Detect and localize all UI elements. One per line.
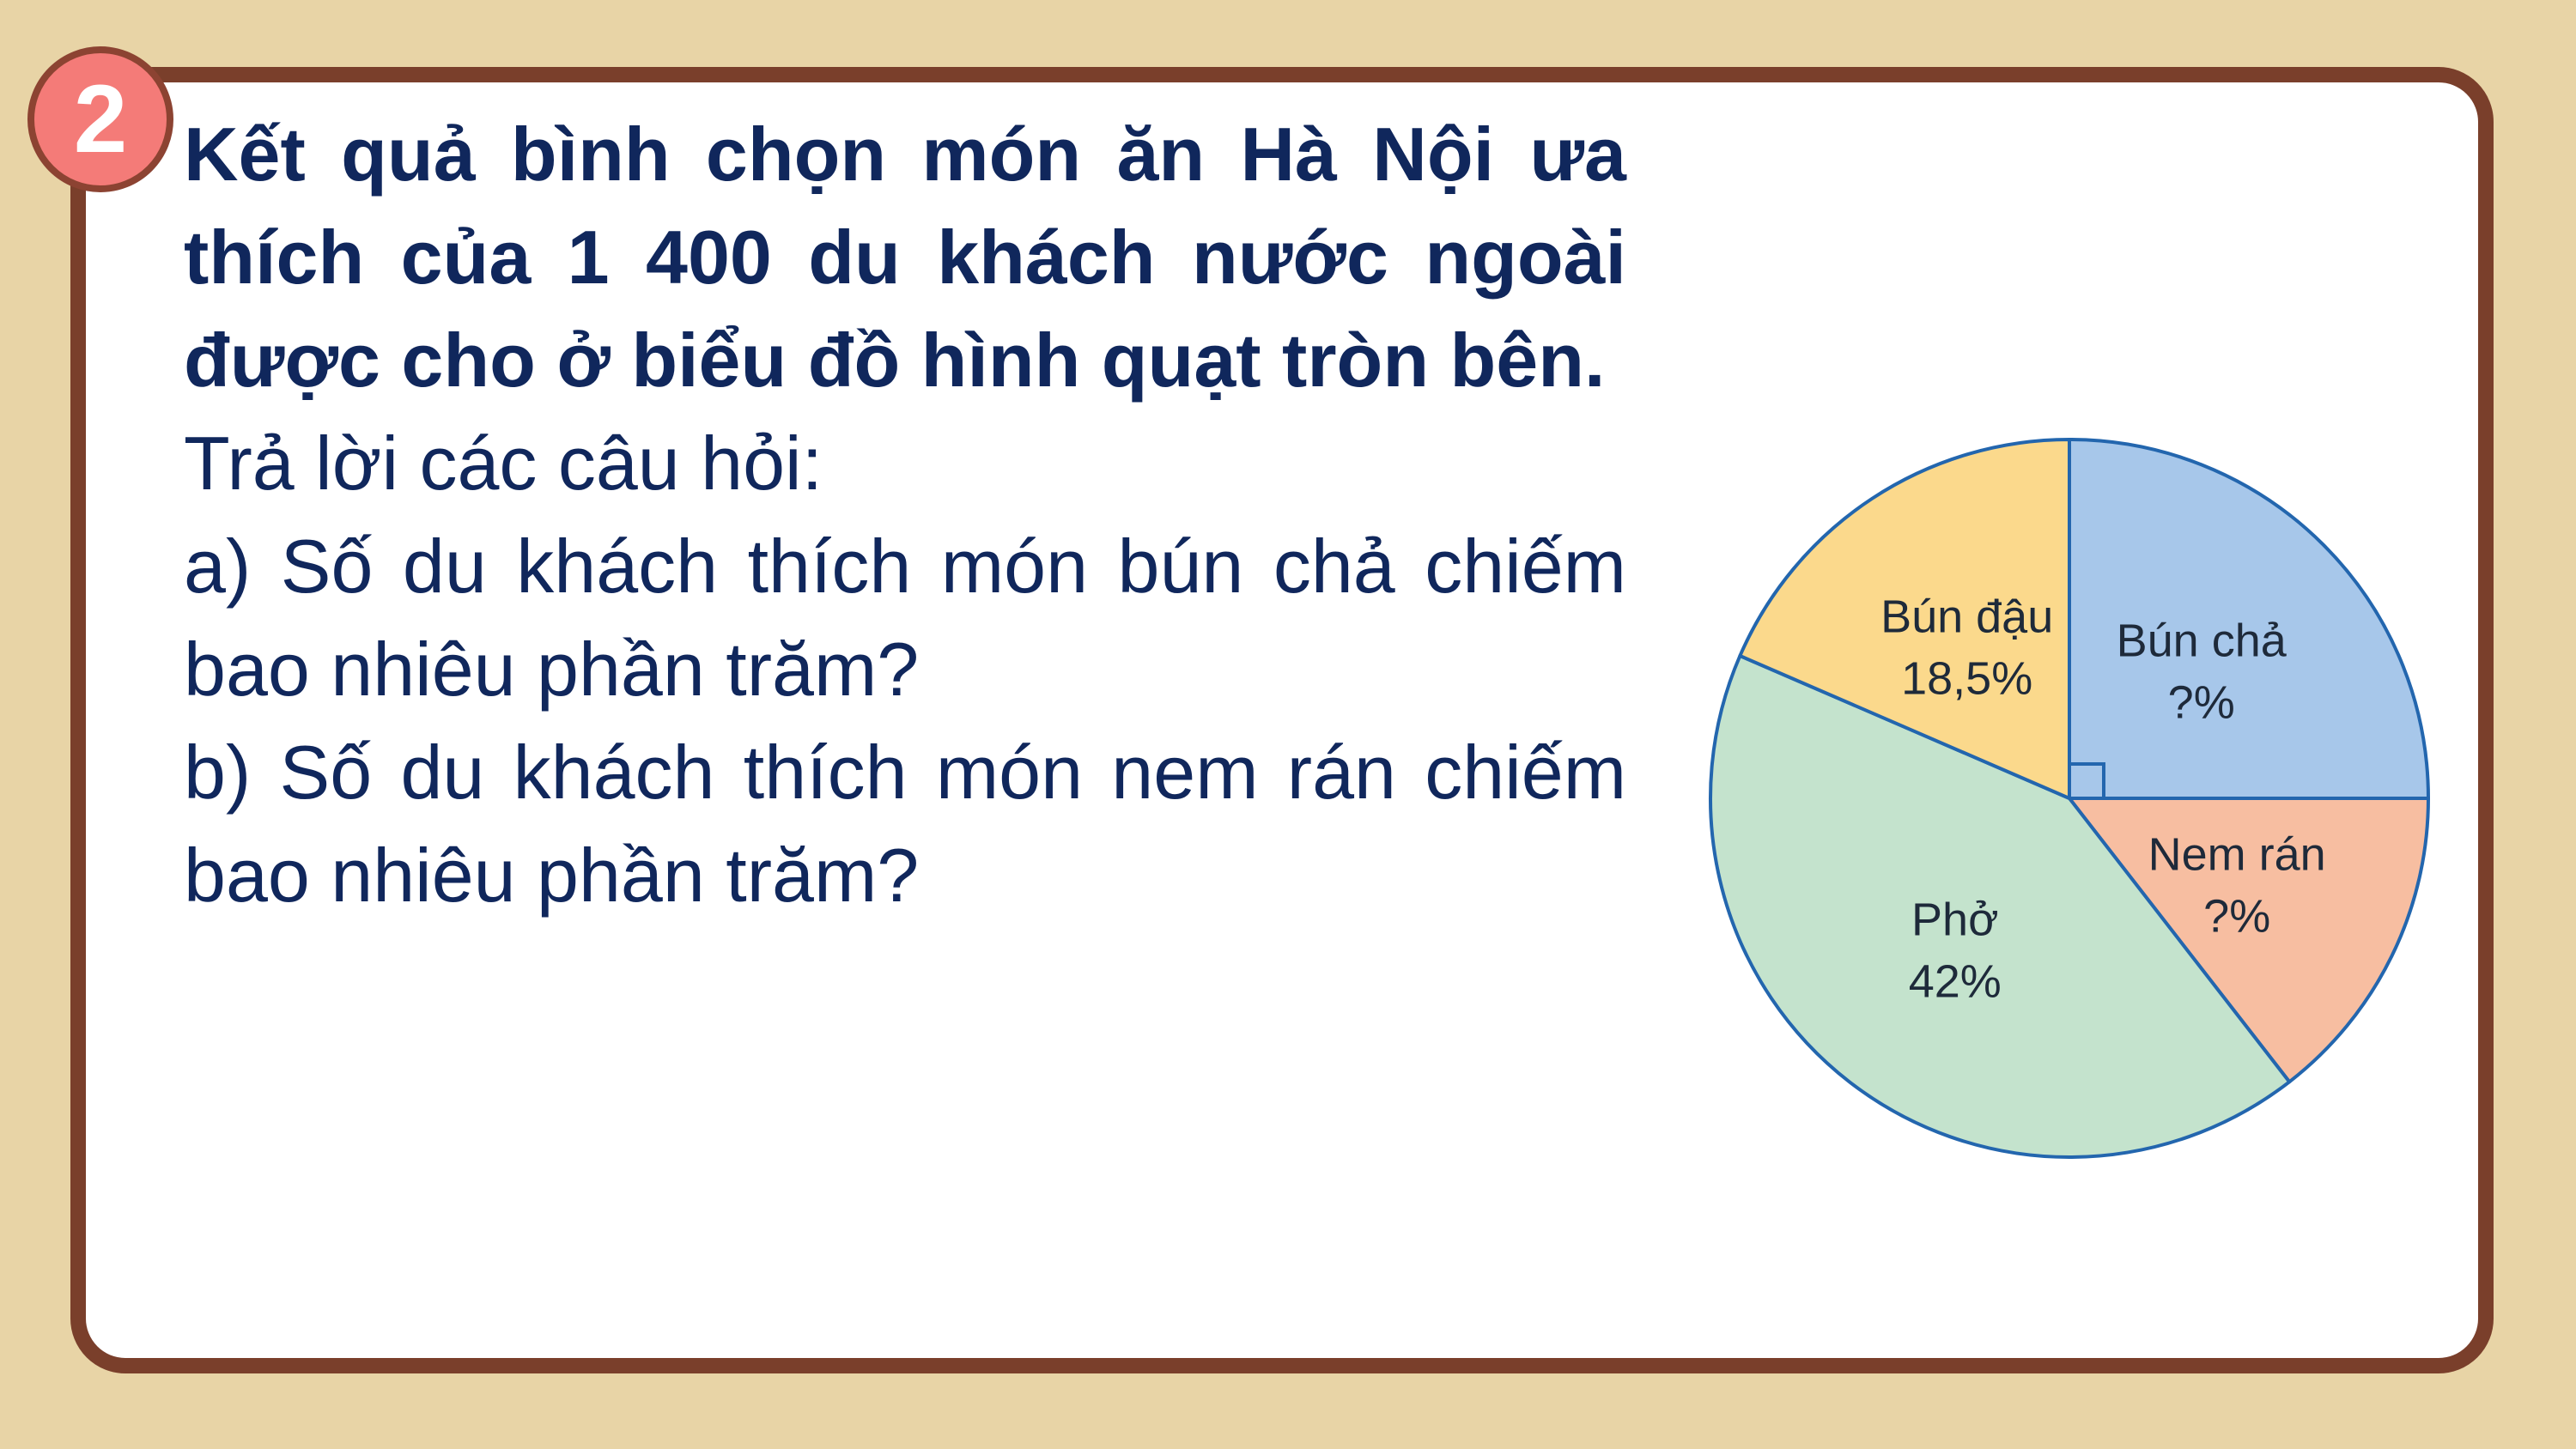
pie-label-value-2: 42%: [1908, 955, 2002, 1008]
pie-label-value-3: 18,5%: [1901, 652, 2033, 705]
pie-label-name-3: Bún đậu: [1880, 591, 2054, 643]
pie-label-value-1: ?%: [2203, 890, 2271, 943]
pie-label-name-2: Phở: [1911, 894, 1999, 946]
problem-instruction: Trả lời các câu hỏi:: [184, 421, 823, 506]
problem-text: [184, 103, 1626, 927]
question-number-badge: [27, 46, 173, 192]
problem-title: Kết quả bình chọn món ăn Hà Nội ưa thích của 1 400 du khách nước ngoài được cho ở biểu đồ hình quạt tròn bên.: [184, 112, 1626, 403]
pie-chart: [1683, 412, 2456, 1185]
pie-label-value-0: ?%: [2167, 676, 2235, 729]
question-b: b) Số du khách thích món nem rán chiếm bao nhiêu phần trăm?: [184, 730, 1626, 918]
question-a: a) Số du khách thích món bún chả chiếm bao nhiêu phần trăm?: [184, 524, 1626, 712]
pie-label-name-1: Nem rán: [2148, 828, 2326, 881]
pie-label-name-0: Bún chả: [2116, 615, 2287, 667]
question-number: 2: [73, 65, 128, 173]
